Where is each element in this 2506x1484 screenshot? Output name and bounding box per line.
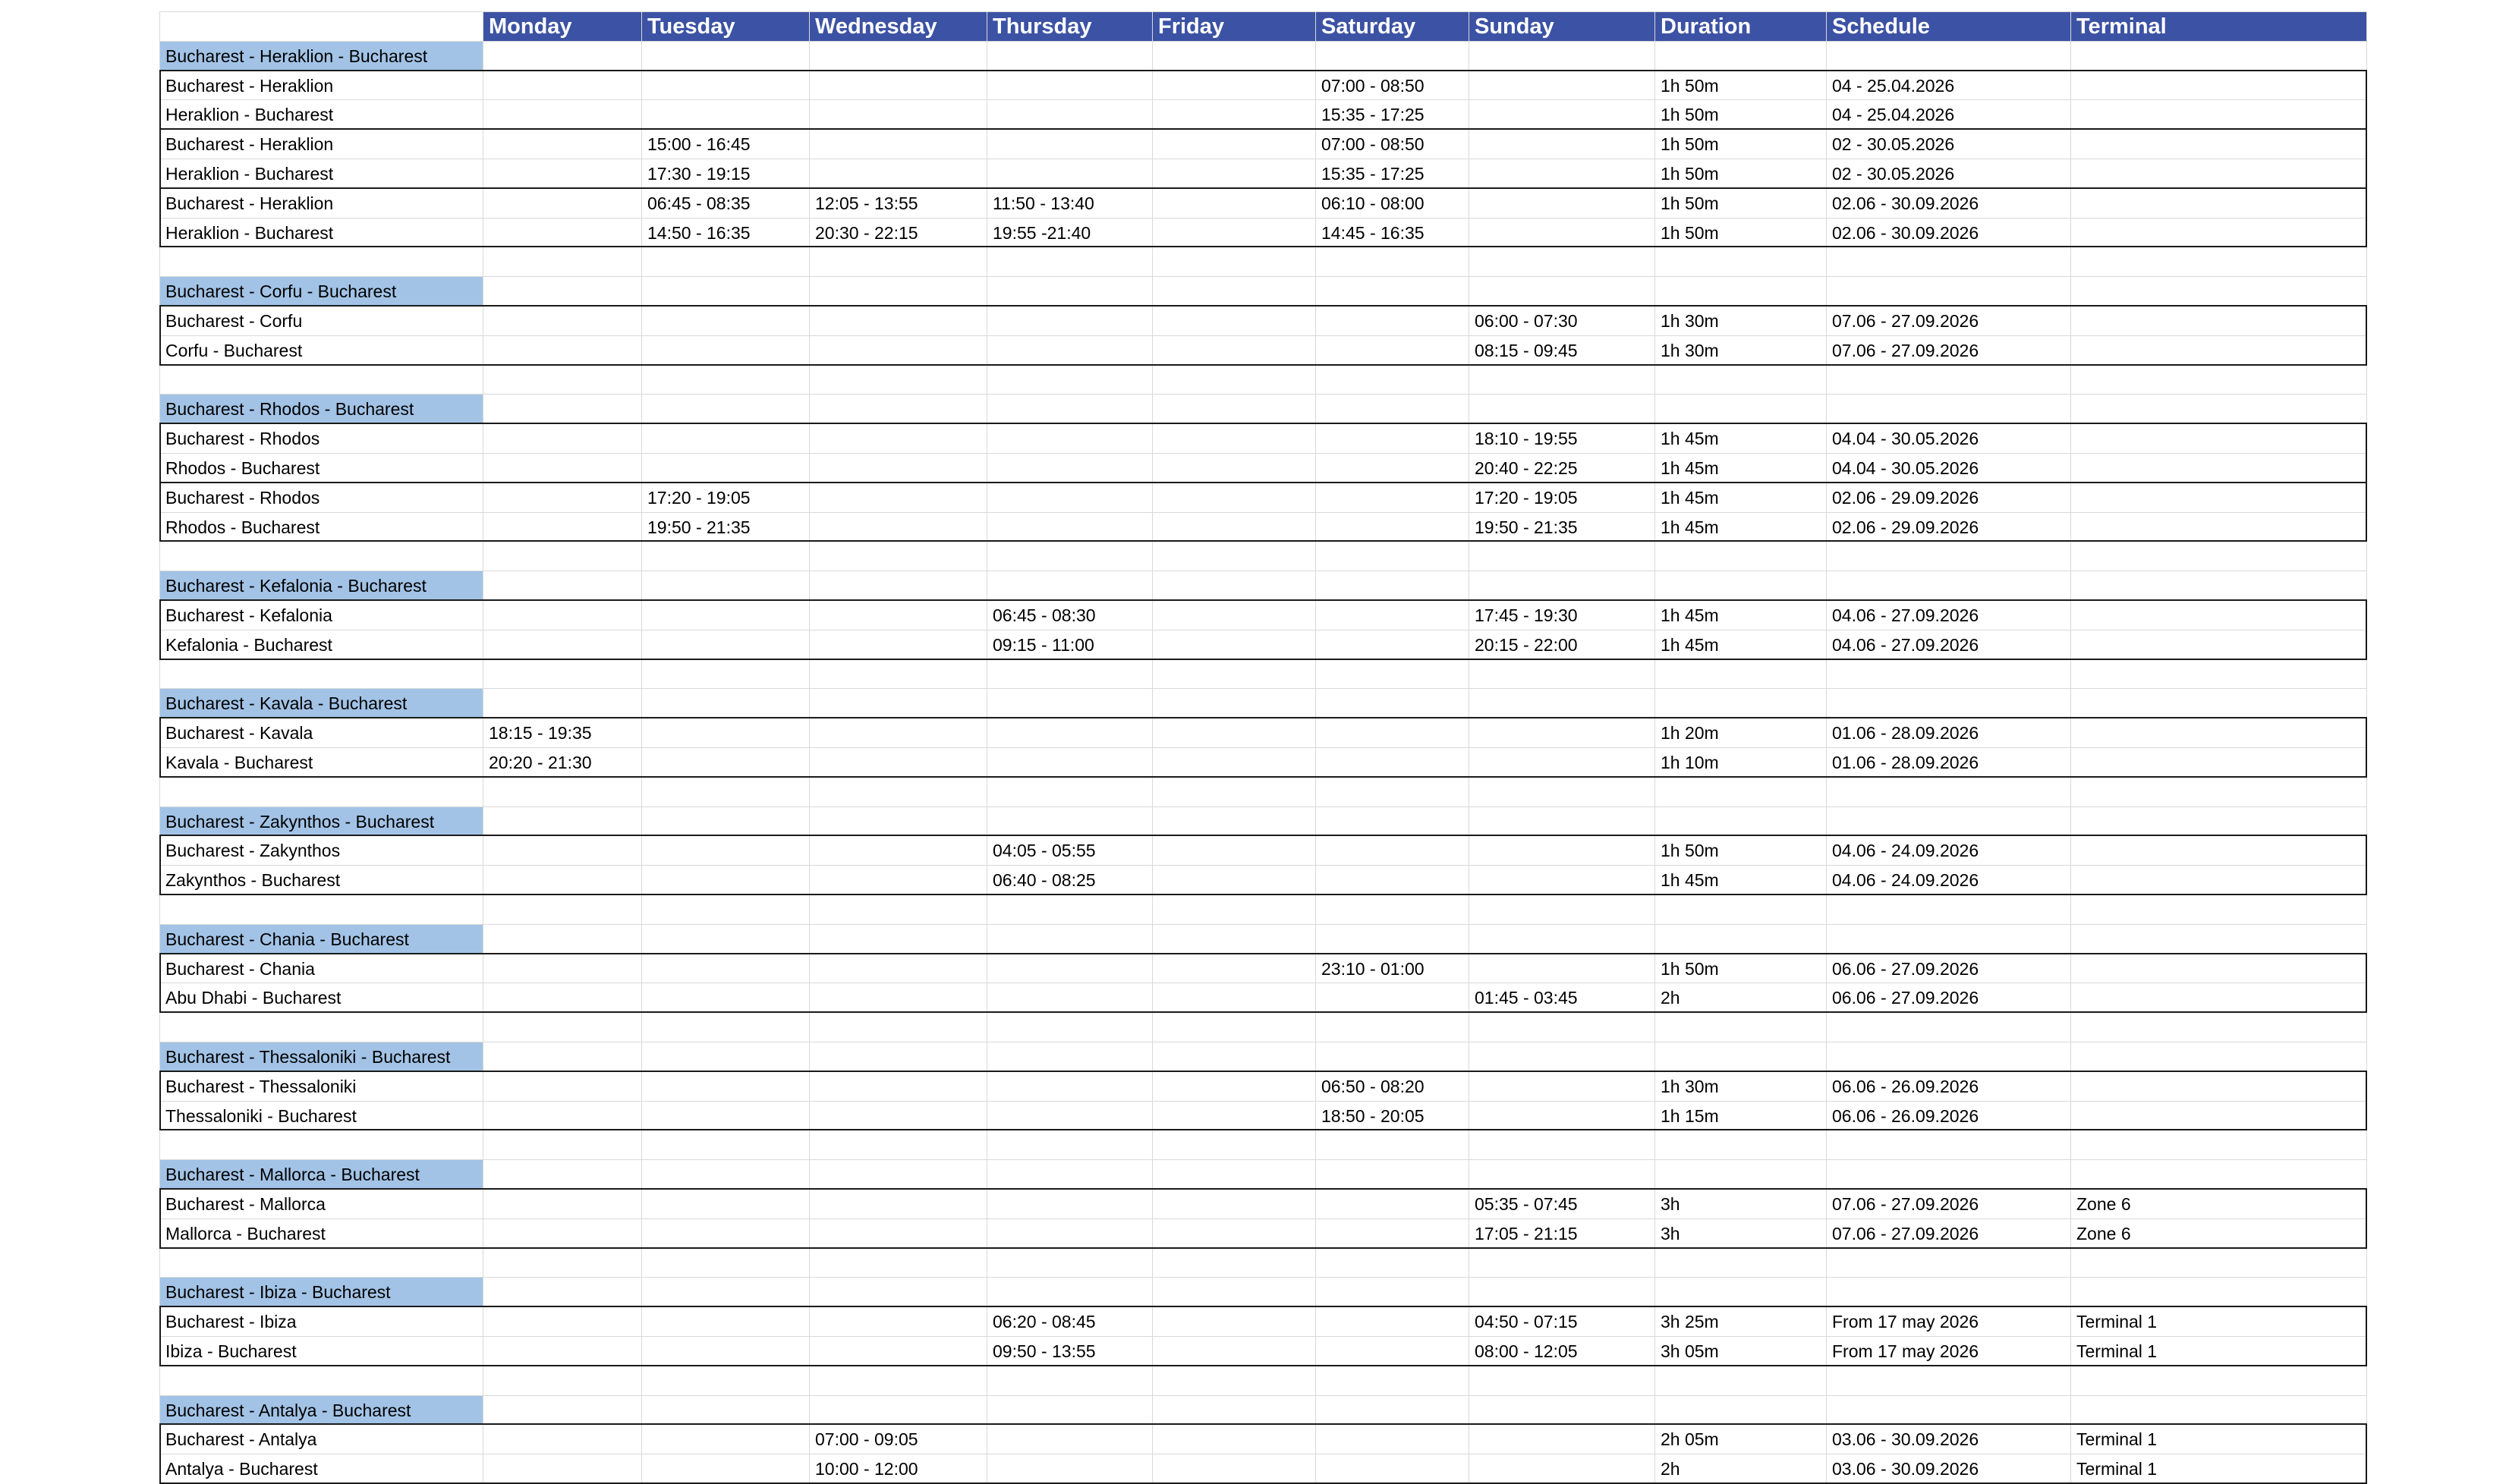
schedule-cell-duration[interactable]: 1h 50m bbox=[1661, 105, 1719, 124]
block-border-left bbox=[159, 953, 161, 1013]
route-cell[interactable]: Ibiza - Bucharest bbox=[165, 1341, 297, 1361]
route-cell[interactable]: Bucharest - Antalya bbox=[165, 1429, 317, 1449]
schedule-cell-sunday[interactable]: 19:50 - 21:35 bbox=[1475, 517, 1578, 537]
schedule-cell-sunday[interactable]: 04:50 - 07:15 bbox=[1475, 1312, 1578, 1332]
route-cell[interactable]: Bucharest - Ibiza bbox=[165, 1312, 297, 1332]
schedule-cell-schedule[interactable]: 02.06 - 29.09.2026 bbox=[1832, 517, 1979, 537]
schedule-cell-duration[interactable]: 2h bbox=[1661, 988, 1680, 1008]
column-header-thursday[interactable]: Thursday bbox=[987, 12, 1152, 41]
schedule-cell-thursday[interactable]: 06:20 - 08:45 bbox=[993, 1312, 1096, 1332]
schedule-cell-duration[interactable]: 1h 45m bbox=[1661, 458, 1719, 478]
block-border-top bbox=[159, 1306, 2367, 1307]
route-cell[interactable]: Bucharest - Thessaloniki bbox=[165, 1077, 357, 1096]
block-border-top bbox=[159, 70, 2367, 71]
schedule-cell-saturday[interactable]: 15:35 - 17:25 bbox=[1321, 164, 1425, 184]
schedule-cell-terminal[interactable]: Terminal 1 bbox=[2076, 1312, 2158, 1332]
column-header-friday[interactable]: Friday bbox=[1153, 12, 1315, 41]
schedule-cell-duration[interactable]: 1h 45m bbox=[1661, 429, 1719, 448]
schedule-cell-duration[interactable]: 2h 05m bbox=[1661, 1429, 1719, 1449]
schedule-cell-sunday[interactable]: 08:00 - 12:05 bbox=[1475, 1341, 1578, 1361]
schedule-cell-duration[interactable]: 1h 50m bbox=[1661, 959, 1719, 979]
schedule-cell-tuesday[interactable]: 06:45 - 08:35 bbox=[647, 193, 751, 213]
block-border-bottom bbox=[159, 1129, 2367, 1130]
route-cell[interactable]: Bucharest - Kefalonia bbox=[165, 605, 332, 625]
schedule-cell-duration[interactable]: 3h 25m bbox=[1661, 1312, 1719, 1332]
schedule-cell-terminal[interactable]: Terminal 1 bbox=[2076, 1429, 2158, 1449]
schedule-cell-schedule[interactable]: From 17 may 2026 bbox=[1832, 1312, 1979, 1332]
route-cell[interactable]: Abu Dhabi - Bucharest bbox=[165, 988, 342, 1008]
schedule-cell-tuesday[interactable]: 17:30 - 19:15 bbox=[647, 164, 751, 184]
block-border-left bbox=[159, 70, 161, 130]
route-cell[interactable]: Bucharest - Chania bbox=[165, 959, 315, 979]
schedule-cell-thursday[interactable]: 06:40 - 08:25 bbox=[993, 870, 1096, 890]
route-group-title[interactable]: Bucharest - Kavala - Bucharest bbox=[160, 689, 483, 718]
schedule-cell-schedule[interactable]: 03.06 - 30.09.2026 bbox=[1832, 1459, 1979, 1479]
schedule-cell-duration[interactable]: 1h 50m bbox=[1661, 76, 1719, 96]
schedule-cell-duration[interactable]: 3h 05m bbox=[1661, 1341, 1719, 1361]
schedule-cell-terminal[interactable]: Zone 6 bbox=[2076, 1224, 2131, 1243]
route-cell[interactable]: Bucharest - Zakynthos bbox=[165, 841, 341, 860]
schedule-cell-duration[interactable]: 3h bbox=[1661, 1194, 1680, 1214]
route-cell[interactable]: Heraklion - Bucharest bbox=[165, 223, 334, 243]
route-group-title[interactable]: Bucharest - Kefalonia - Bucharest bbox=[160, 571, 483, 600]
block-border-bottom bbox=[159, 1247, 2367, 1249]
schedule-cell-saturday[interactable]: 23:10 - 01:00 bbox=[1321, 959, 1425, 979]
schedule-cell-sunday[interactable]: 17:45 - 19:30 bbox=[1475, 605, 1578, 625]
schedule-cell-duration[interactable]: 1h 45m bbox=[1661, 488, 1719, 508]
schedule-cell-thursday[interactable]: 09:15 - 11:00 bbox=[993, 635, 1094, 655]
column-header-terminal[interactable]: Terminal bbox=[2071, 12, 2366, 41]
block-border-top bbox=[159, 482, 2367, 483]
schedule-cell-duration[interactable]: 1h 50m bbox=[1661, 193, 1719, 213]
schedule-cell-duration[interactable]: 1h 50m bbox=[1661, 841, 1719, 860]
gridline-horizontal bbox=[159, 41, 2366, 42]
block-border-top bbox=[159, 423, 2367, 424]
schedule-cell-schedule[interactable]: From 17 may 2026 bbox=[1832, 1341, 1979, 1361]
route-group-title[interactable]: Bucharest - Zakynthos - Bucharest bbox=[160, 807, 483, 836]
schedule-cell-thursday[interactable]: 06:45 - 08:30 bbox=[993, 605, 1096, 625]
schedule-cell-duration[interactable]: 1h 45m bbox=[1661, 605, 1719, 625]
schedule-cell-thursday[interactable]: 19:55 -21:40 bbox=[993, 223, 1091, 243]
route-cell[interactable]: Bucharest - Rhodos bbox=[165, 488, 320, 508]
block-border-right bbox=[2366, 187, 2367, 247]
route-cell[interactable]: Bucharest - Mallorca bbox=[165, 1194, 326, 1214]
route-cell[interactable]: Antalya - Bucharest bbox=[165, 1459, 318, 1479]
schedule-cell-sunday[interactable]: 08:15 - 09:45 bbox=[1475, 341, 1578, 360]
schedule-cell-sunday[interactable]: 20:15 - 22:00 bbox=[1475, 635, 1578, 655]
schedule-cell-schedule[interactable]: 04.04 - 30.05.2026 bbox=[1832, 429, 1979, 448]
block-border-right bbox=[2366, 599, 2367, 659]
route-cell[interactable]: Bucharest - Kavala bbox=[165, 723, 313, 743]
schedule-cell-sunday[interactable]: 17:05 - 21:15 bbox=[1475, 1224, 1578, 1243]
schedule-cell-sunday[interactable]: 17:20 - 19:05 bbox=[1475, 488, 1578, 508]
block-border-bottom bbox=[159, 1011, 2367, 1013]
gridline-horizontal bbox=[159, 806, 2366, 807]
column-header-wednesday[interactable]: Wednesday bbox=[810, 12, 987, 41]
schedule-cell-schedule[interactable]: 07.06 - 27.09.2026 bbox=[1832, 1224, 1979, 1243]
schedule-cell-thursday[interactable]: 04:05 - 05:55 bbox=[993, 841, 1096, 860]
block-border-right bbox=[2366, 1071, 2367, 1130]
block-border-bottom bbox=[159, 776, 2367, 778]
schedule-cell-duration[interactable]: 1h 20m bbox=[1661, 723, 1719, 743]
route-cell[interactable]: Rhodos - Bucharest bbox=[165, 458, 320, 478]
block-border-right bbox=[2366, 1306, 2367, 1366]
route-cell[interactable]: Corfu - Bucharest bbox=[165, 341, 303, 360]
route-cell[interactable]: Bucharest - Heraklion bbox=[165, 76, 334, 96]
schedule-cell-schedule[interactable]: 02.06 - 30.09.2026 bbox=[1832, 223, 1979, 243]
schedule-cell-schedule[interactable]: 07.06 - 27.09.2026 bbox=[1832, 311, 1979, 331]
block-border-left bbox=[159, 717, 161, 777]
block-border-left bbox=[159, 1423, 161, 1483]
schedule-cell-schedule[interactable]: 07.06 - 27.09.2026 bbox=[1832, 1194, 1979, 1214]
block-border-left bbox=[159, 599, 161, 659]
schedule-cell-saturday[interactable]: 15:35 - 17:25 bbox=[1321, 105, 1425, 124]
schedule-cell-thursday[interactable]: 09:50 - 13:55 bbox=[993, 1341, 1096, 1361]
schedule-cell-saturday[interactable]: 07:00 - 08:50 bbox=[1321, 134, 1425, 154]
schedule-cell-schedule[interactable]: 04.04 - 30.05.2026 bbox=[1832, 458, 1979, 478]
route-group-title[interactable]: Bucharest - Mallorca - Bucharest bbox=[160, 1160, 483, 1189]
block-border-top bbox=[159, 1071, 2367, 1072]
route-cell[interactable]: Kavala - Bucharest bbox=[165, 753, 313, 772]
block-border-left bbox=[159, 1188, 161, 1248]
route-group-title[interactable]: Bucharest - Ibiza - Bucharest bbox=[160, 1278, 483, 1306]
block-border-right bbox=[2366, 305, 2367, 365]
schedule-cell-schedule[interactable]: 04 - 25.04.2026 bbox=[1832, 105, 1955, 124]
schedule-cell-terminal[interactable]: Zone 6 bbox=[2076, 1194, 2131, 1214]
route-cell[interactable]: Bucharest - Rhodos bbox=[165, 429, 320, 448]
block-border-left bbox=[159, 1306, 161, 1366]
route-group-title[interactable]: Bucharest - Thessaloniki - Bucharest bbox=[160, 1042, 483, 1071]
schedule-cell-sunday[interactable]: 01:45 - 03:45 bbox=[1475, 988, 1578, 1008]
block-border-left bbox=[159, 187, 161, 247]
block-border-right bbox=[2366, 423, 2367, 483]
column-header-saturday[interactable]: Saturday bbox=[1316, 12, 1469, 41]
block-border-right bbox=[2366, 482, 2367, 542]
schedule-cell-duration[interactable]: 2h bbox=[1661, 1459, 1680, 1479]
schedule-cell-schedule[interactable]: 06.06 - 26.09.2026 bbox=[1832, 1106, 1979, 1126]
route-cell[interactable]: Kefalonia - Bucharest bbox=[165, 635, 332, 655]
route-cell[interactable]: Mallorca - Bucharest bbox=[165, 1224, 326, 1243]
route-cell[interactable]: Zakynthos - Bucharest bbox=[165, 870, 341, 890]
schedule-cell-schedule[interactable]: 02.06 - 30.09.2026 bbox=[1832, 193, 1979, 213]
route-group-title[interactable]: Bucharest - Corfu - Bucharest bbox=[160, 277, 483, 306]
route-cell[interactable]: Rhodos - Bucharest bbox=[165, 517, 320, 537]
route-cell[interactable]: Bucharest - Heraklion bbox=[165, 134, 334, 154]
schedule-cell-duration[interactable]: 1h 50m bbox=[1661, 223, 1719, 243]
schedule-cell-duration[interactable]: 1h 45m bbox=[1661, 635, 1719, 655]
schedule-cell-schedule[interactable]: 02 - 30.05.2026 bbox=[1832, 164, 1955, 184]
block-border-top bbox=[159, 717, 2367, 718]
route-cell[interactable]: Bucharest - Corfu bbox=[165, 311, 303, 331]
block-border-top bbox=[159, 835, 2367, 836]
schedule-cell-schedule[interactable]: 04.06 - 24.09.2026 bbox=[1832, 841, 1979, 860]
schedule-cell-duration[interactable]: 3h bbox=[1661, 1224, 1680, 1243]
route-cell[interactable]: Heraklion - Bucharest bbox=[165, 105, 334, 124]
schedule-cell-schedule[interactable]: 04.06 - 27.09.2026 bbox=[1832, 635, 1979, 655]
block-border-right bbox=[2366, 1423, 2367, 1483]
schedule-cell-schedule[interactable]: 01.06 - 28.09.2026 bbox=[1832, 753, 1979, 772]
schedule-cell-thursday[interactable]: 11:50 - 13:40 bbox=[993, 193, 1094, 213]
schedule-cell-duration[interactable]: 1h 10m bbox=[1661, 753, 1719, 772]
schedule-cell-saturday[interactable]: 06:50 - 08:20 bbox=[1321, 1077, 1425, 1096]
gridline-horizontal bbox=[159, 688, 2366, 689]
gridline-horizontal bbox=[159, 1277, 2366, 1278]
block-border-top bbox=[159, 599, 2367, 601]
schedule-cell-tuesday[interactable]: 15:00 - 16:45 bbox=[647, 134, 751, 154]
route-group-title[interactable]: Bucharest - Antalya - Bucharest bbox=[160, 1396, 483, 1425]
schedule-cell-schedule[interactable]: 02.06 - 29.09.2026 bbox=[1832, 488, 1979, 508]
header-corner[interactable] bbox=[160, 12, 483, 41]
schedule-cell-terminal[interactable]: Terminal 1 bbox=[2076, 1341, 2158, 1361]
gridline-horizontal bbox=[159, 276, 2366, 277]
gridline-vertical bbox=[2070, 11, 2071, 1483]
block-border-top bbox=[159, 1423, 2367, 1425]
block-border-left bbox=[159, 305, 161, 365]
schedule-cell-wednesday[interactable]: 07:00 - 09:05 bbox=[815, 1429, 918, 1449]
schedule-cell-sunday[interactable]: 05:35 - 07:45 bbox=[1475, 1194, 1578, 1214]
schedule-cell-duration[interactable]: 1h 15m bbox=[1661, 1106, 1719, 1126]
schedule-cell-duration[interactable]: 1h 50m bbox=[1661, 134, 1719, 154]
schedule-cell-saturday[interactable]: 06:10 - 08:00 bbox=[1321, 193, 1425, 213]
schedule-cell-sunday[interactable]: 20:40 - 22:25 bbox=[1475, 458, 1578, 478]
schedule-cell-wednesday[interactable]: 10:00 - 12:00 bbox=[815, 1459, 918, 1479]
schedule-cell-duration[interactable]: 1h 30m bbox=[1661, 341, 1719, 360]
column-header-monday[interactable]: Monday bbox=[483, 12, 641, 41]
gridline-horizontal bbox=[159, 1395, 2366, 1396]
column-header-sunday[interactable]: Sunday bbox=[1469, 12, 1654, 41]
schedule-cell-wednesday[interactable]: 12:05 - 13:55 bbox=[815, 193, 918, 213]
column-header-tuesday[interactable]: Tuesday bbox=[642, 12, 809, 41]
schedule-cell-schedule[interactable]: 04.06 - 27.09.2026 bbox=[1832, 605, 1979, 625]
route-group-title[interactable]: Bucharest - Chania - Bucharest bbox=[160, 925, 483, 954]
block-border-top bbox=[159, 305, 2367, 307]
route-cell[interactable]: Heraklion - Bucharest bbox=[165, 164, 334, 184]
schedule-cell-schedule[interactable]: 03.06 - 30.09.2026 bbox=[1832, 1429, 1979, 1449]
schedule-cell-saturday[interactable]: 18:50 - 20:05 bbox=[1321, 1106, 1425, 1126]
gridline-horizontal bbox=[159, 394, 2366, 395]
block-border-bottom bbox=[159, 894, 2367, 895]
schedule-cell-schedule[interactable]: 02 - 30.05.2026 bbox=[1832, 134, 1955, 154]
schedule-cell-tuesday[interactable]: 14:50 - 16:35 bbox=[647, 223, 751, 243]
schedule-cell-tuesday[interactable]: 17:20 - 19:05 bbox=[647, 488, 751, 508]
schedule-cell-duration[interactable]: 1h 50m bbox=[1661, 164, 1719, 184]
block-border-top bbox=[159, 187, 2367, 189]
schedule-cell-wednesday[interactable]: 20:30 - 22:15 bbox=[815, 223, 918, 243]
gridline-horizontal bbox=[159, 1159, 2366, 1160]
schedule-cell-schedule[interactable]: 06.06 - 27.09.2026 bbox=[1832, 988, 1979, 1008]
block-border-bottom bbox=[159, 364, 2367, 366]
block-border-right bbox=[2366, 835, 2367, 894]
route-cell[interactable]: Thessaloniki - Bucharest bbox=[165, 1106, 357, 1126]
schedule-cell-schedule[interactable]: 06.06 - 27.09.2026 bbox=[1832, 959, 1979, 979]
schedule-cell-monday[interactable]: 18:15 - 19:35 bbox=[489, 723, 592, 743]
block-border-right bbox=[2366, 717, 2367, 777]
block-border-bottom bbox=[159, 659, 2367, 660]
schedule-cell-tuesday[interactable]: 19:50 - 21:35 bbox=[647, 517, 751, 537]
block-border-left bbox=[159, 835, 161, 894]
column-header-schedule[interactable]: Schedule bbox=[1827, 12, 2070, 41]
block-border-left bbox=[159, 128, 161, 188]
schedule-cell-schedule[interactable]: 01.06 - 28.09.2026 bbox=[1832, 723, 1979, 743]
block-border-right bbox=[2366, 953, 2367, 1013]
block-border-right bbox=[2366, 1188, 2367, 1248]
schedule-cell-duration[interactable]: 1h 45m bbox=[1661, 517, 1719, 537]
block-border-top bbox=[159, 1188, 2367, 1190]
block-border-bottom bbox=[159, 1365, 2367, 1366]
route-cell[interactable]: Bucharest - Heraklion bbox=[165, 193, 334, 213]
schedule-cell-schedule[interactable]: 07.06 - 27.09.2026 bbox=[1832, 341, 1979, 360]
schedule-cell-terminal[interactable]: Terminal 1 bbox=[2076, 1459, 2158, 1479]
block-border-right bbox=[2366, 128, 2367, 188]
route-group-title[interactable]: Bucharest - Rhodos - Bucharest bbox=[160, 395, 483, 423]
block-border-top bbox=[159, 953, 2367, 954]
schedule-cell-schedule[interactable]: 06.06 - 26.09.2026 bbox=[1832, 1077, 1979, 1096]
schedule-cell-schedule[interactable]: 04.06 - 24.09.2026 bbox=[1832, 870, 1979, 890]
gridline-horizontal bbox=[159, 924, 2366, 925]
schedule-cell-sunday[interactable]: 06:00 - 07:30 bbox=[1475, 311, 1578, 331]
block-border-left bbox=[159, 482, 161, 542]
schedule-cell-duration[interactable]: 1h 30m bbox=[1661, 1077, 1719, 1096]
schedule-cell-sunday[interactable]: 18:10 - 19:55 bbox=[1475, 429, 1578, 448]
schedule-cell-schedule[interactable]: 04 - 25.04.2026 bbox=[1832, 76, 1955, 96]
block-border-bottom bbox=[159, 246, 2367, 247]
route-group-title[interactable]: Bucharest - Heraklion - Bucharest bbox=[160, 42, 483, 71]
gridline-vertical bbox=[1152, 11, 1153, 1483]
schedule-cell-monday[interactable]: 20:20 - 21:30 bbox=[489, 753, 592, 772]
schedule-cell-duration[interactable]: 1h 45m bbox=[1661, 870, 1719, 890]
block-border-bottom bbox=[159, 540, 2367, 542]
schedule-cell-saturday[interactable]: 14:45 - 16:35 bbox=[1321, 223, 1425, 243]
block-border-left bbox=[159, 1071, 161, 1130]
schedule-cell-duration[interactable]: 1h 30m bbox=[1661, 311, 1719, 331]
block-border-top bbox=[159, 128, 2367, 130]
schedule-cell-saturday[interactable]: 07:00 - 08:50 bbox=[1321, 76, 1425, 96]
block-border-right bbox=[2366, 70, 2367, 130]
column-header-duration[interactable]: Duration bbox=[1655, 12, 1826, 41]
block-border-left bbox=[159, 423, 161, 483]
